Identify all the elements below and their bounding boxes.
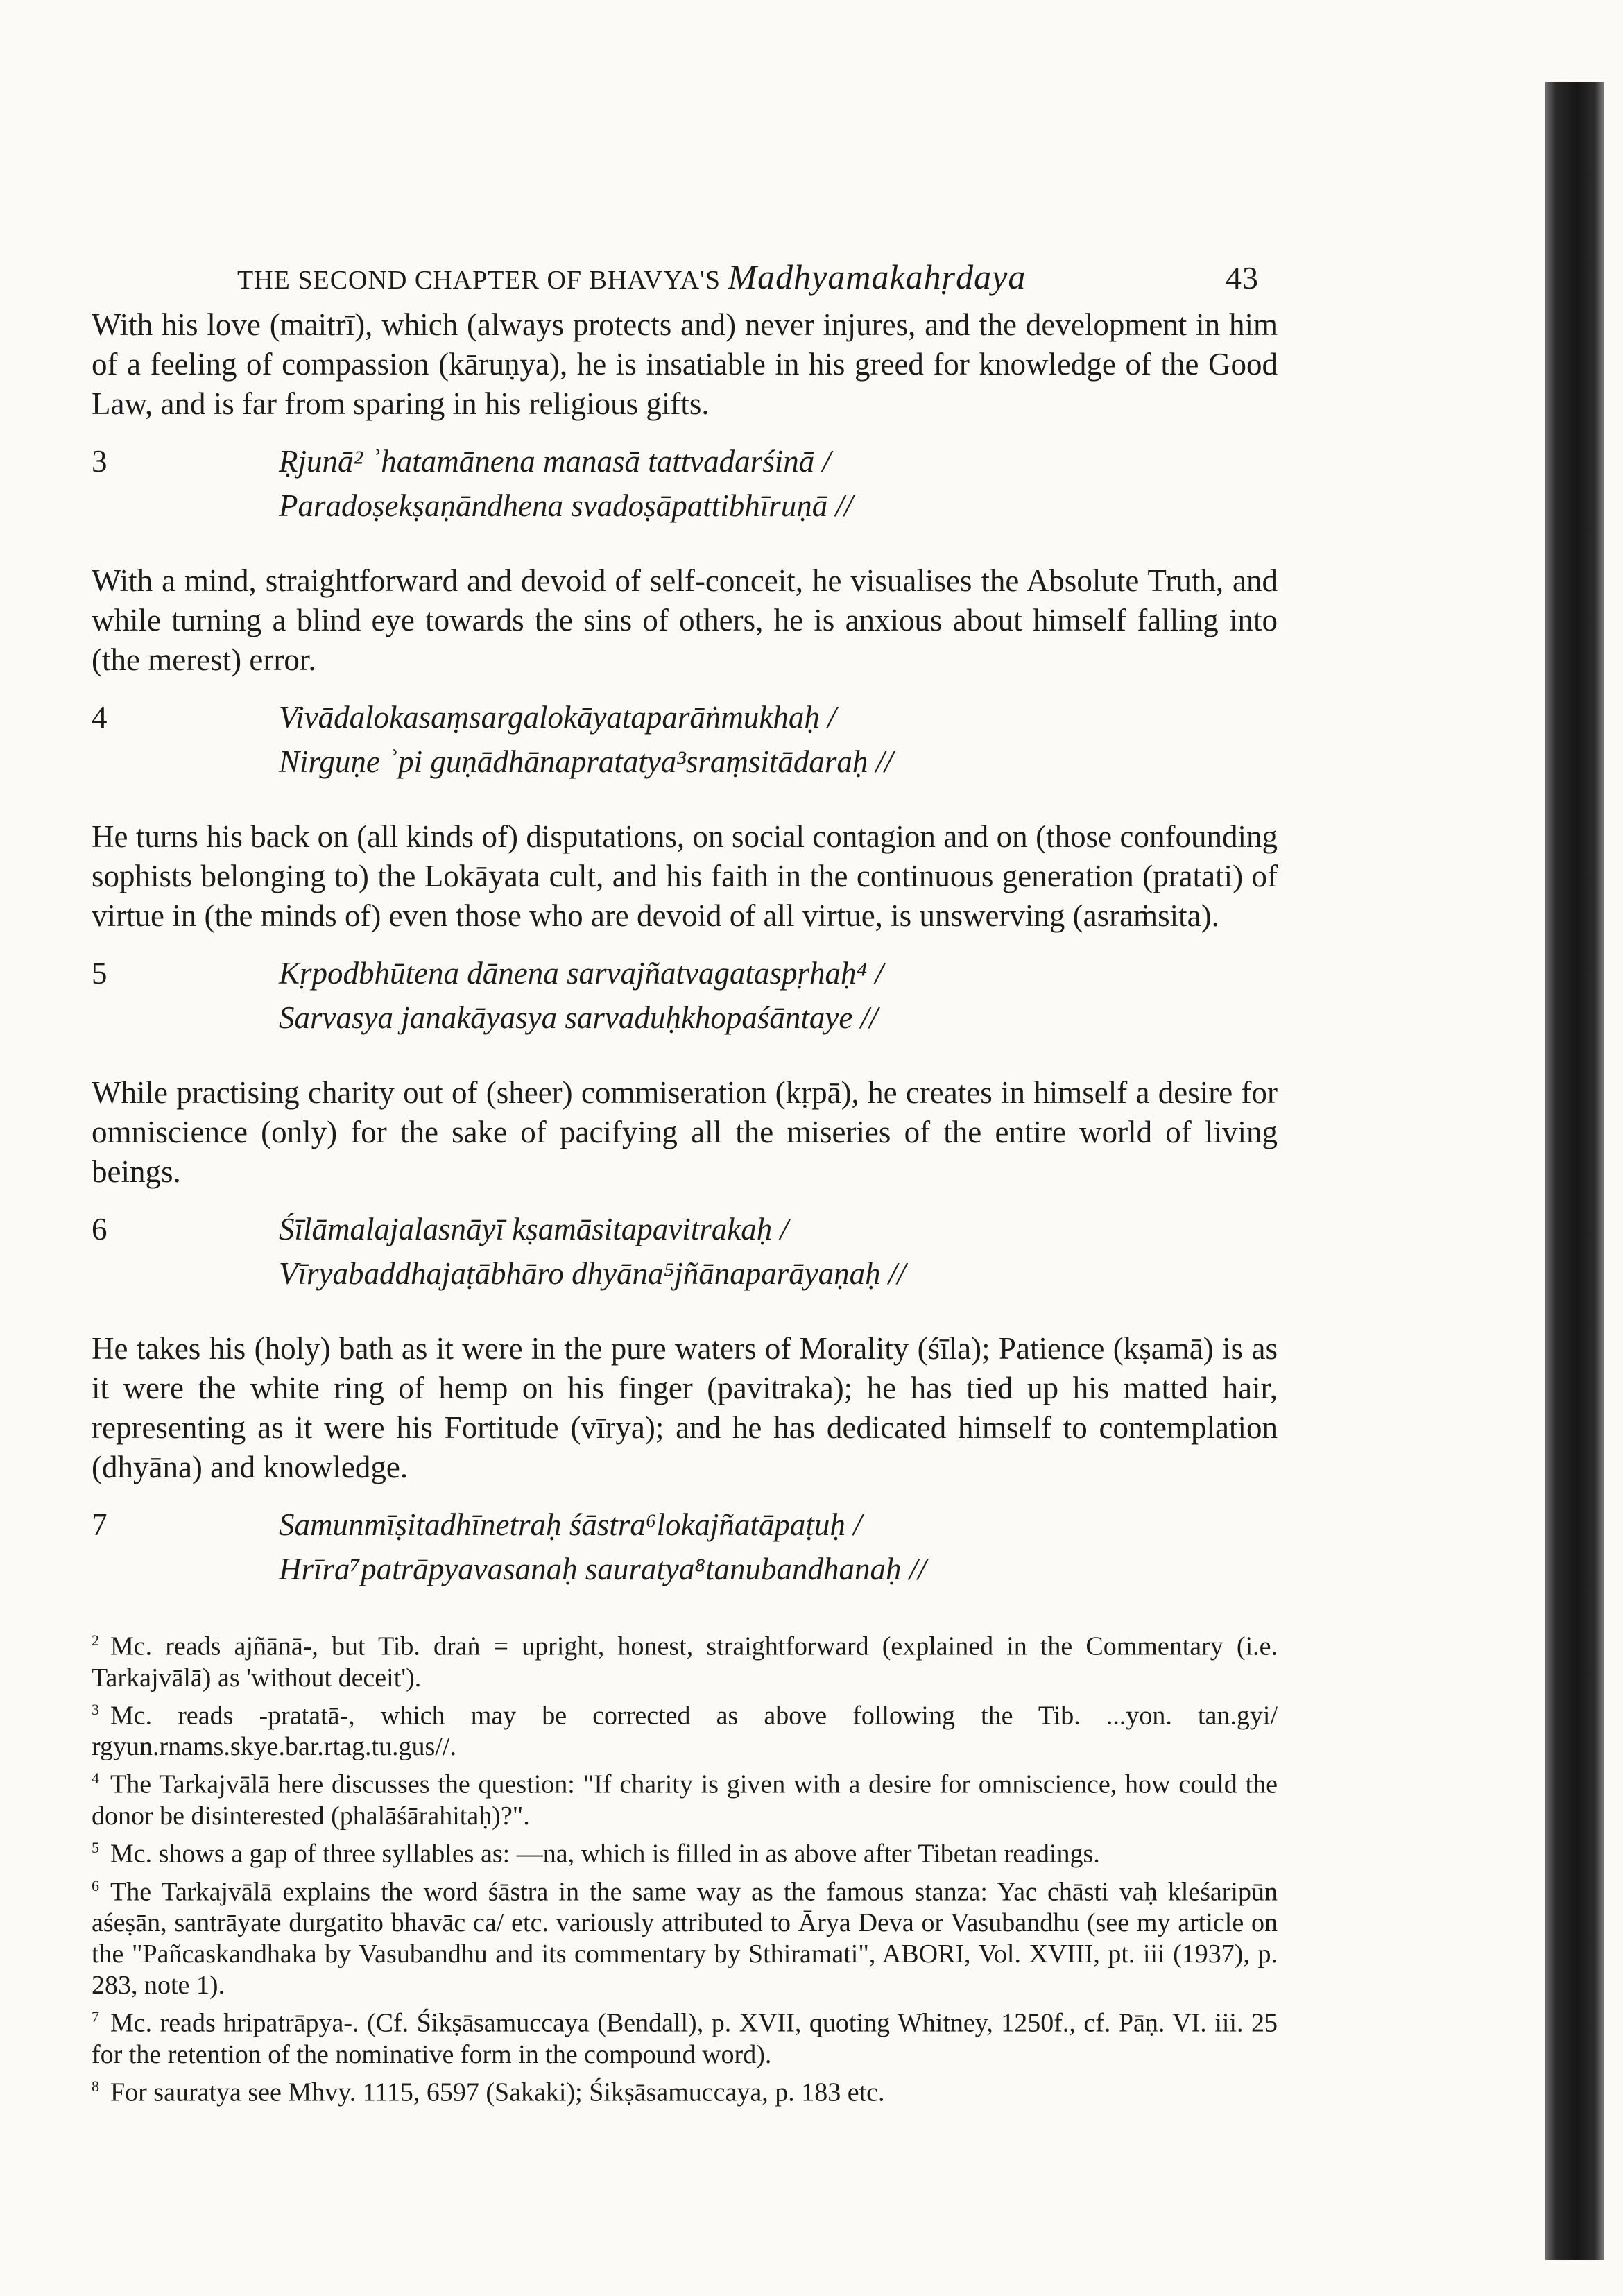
running-title-line xyxy=(237,257,1026,297)
verse-line-1: Kṛpodbhūtena dānena sarvajñatvagataspṛhaḥ⁴ / xyxy=(279,956,884,991)
verse-number: 3 xyxy=(92,444,108,479)
footnote-text: Mc. reads ajñānā-, but Tib. draṅ = upright, honest, straightforward (explained in the Commentary (i.e. Tarkajvālā) as 'without deceit'). xyxy=(92,1631,1278,1693)
footnote-text: Mc. reads hripatrāpya-. (Cf. Śikṣāsamuccaya (Bendall), p. XVII, quoting Whitney, 1250f., cf. Pāṇ. VI. iii. 25 for the retention of the nominative form in the compound word). xyxy=(92,2008,1278,2069)
paragraph-3: With a mind, straightforward and devoid of self-conceit, he visualises the Absolute Truth, and while turning a blind eye towards the sins of others, he is anxious about himself falling into (the merest) error. xyxy=(92,563,1278,677)
paragraph-4: He turns his back on (all kinds of) disputations, on social contagion and on (those confounding sophists belonging to) the Lokāyata cult, and his faith in the continuous generation (pratati) of virtue in (the minds of) even those who are devoid of all virtue, is unswerving (asraṁsita). xyxy=(92,819,1278,933)
verse-line-2: Nirguṇe ʾpi guṇādhānapratatya³sraṃsitādaraḥ // xyxy=(279,744,893,779)
footnote-text: Mc. reads -pratatā-, which may be corrected as above following the Tib. ...yon. tan.gyi/ rgyun.rnams.skye.bar.rtag.tu.gus//. xyxy=(92,1701,1278,1762)
verse-line-1: Ṛjunā² ʾhatamānena manasā tattvadarśinā / xyxy=(279,444,831,479)
book-page xyxy=(92,257,1278,2109)
work-title: Madhyamakahṛdaya xyxy=(728,257,1027,296)
verse-line-2: Sarvasya janakāyasya sarvaduḥkhopaśāntaye // xyxy=(279,1000,878,1035)
footnote-7 xyxy=(92,2001,1278,2071)
footnote-text: The Tarkajvālā here discusses the question: "If charity is given with a desire for omniscience, how could the donor be disinterested (phalāśārahitaḥ)?". xyxy=(92,1770,1278,1831)
verse-line-2: Hrīra⁷patrāpyavasanaḥ sauratya⁸tanubandhanaḥ // xyxy=(279,1552,927,1586)
verse-4 xyxy=(92,699,1278,802)
footnote-8 xyxy=(92,2071,1278,2109)
footnote-3 xyxy=(92,1694,1278,1763)
verse-line-1: Śīlāmalajalasnāyī kṣamāsitapavitrakaḥ / xyxy=(279,1212,789,1246)
verse-line-2: Paradoṣekṣaṇāndhena svadoṣāpattibhīruṇā // xyxy=(279,488,853,523)
footnote-mark: 4 xyxy=(92,1770,99,1788)
verse-number: 7 xyxy=(92,1507,108,1542)
paragraph-1: With his love (maitrī), which (always protects and) never injures, and the development in him of a feeling of compassion (kāruṇya), he is insatiable in his greed for knowledge of the Good Law, and is far from sparing in his religious gifts. xyxy=(92,307,1278,421)
footnote-4 xyxy=(92,1763,1278,1832)
paragraph-5: While practising charity out of (sheer) commiseration (kṛpā), he creates in himself a desire for omniscience (only) for the sake of pacifying all the miseries of the entire world of living beings. xyxy=(92,1075,1278,1189)
footnote-6 xyxy=(92,1870,1278,2002)
verse-6 xyxy=(92,1211,1278,1314)
scan-edge-shadow xyxy=(1545,82,1604,2260)
footnote-text: Mc. shows a gap of three syllables as: —na, which is filled in as above after Tibetan readings. xyxy=(110,1839,1100,1869)
footnote-2 xyxy=(92,1625,1278,1694)
running-header xyxy=(92,257,1278,305)
footnote-mark: 5 xyxy=(92,1838,99,1856)
paragraph-6: He takes his (holy) bath as it were in the pure waters of Morality (śīla); Patience (kṣamā) is as it were the white ring of hemp on his finger (pavitraka); he has tied up his matted hair, representing as it were his Fortitude (vīrya); and he has dedicated himself to contemplation (dhyāna) and knowledge. xyxy=(92,1331,1278,1484)
running-title: THE SECOND CHAPTER OF BHAVYA'S xyxy=(237,266,721,295)
verse-7 xyxy=(92,1507,1278,1609)
footnote-mark: 8 xyxy=(92,2077,99,2095)
page-number: 43 xyxy=(1226,260,1259,295)
footnote-text: The Tarkajvālā explains the word śāstra in the same way as the famous stanza: Yac chāsti vaḥ kleśaripūn aśeṣān, santrāyate durgatito bhavāc ca/ etc. variously attributed to Ārya Deva or Vasubandhu (see my article on the "Pañcaskandhaka by Vasubandhu and its commentary by Sthiramati", ABORI, Vol. XVIII, pt. iii (1937), p. 283, note 1). xyxy=(92,1877,1278,2001)
footnote-mark: 7 xyxy=(92,2008,99,2026)
verse-line-2: Vīryabaddhajaṭābhāro dhyāna⁵jñānaparāyaṇaḥ // xyxy=(279,1256,906,1291)
verse-3 xyxy=(92,443,1278,546)
verse-number: 6 xyxy=(92,1212,108,1246)
footnote-5 xyxy=(92,1832,1278,1870)
verse-5 xyxy=(92,955,1278,1058)
verse-number: 5 xyxy=(92,956,108,991)
footnote-text: For sauratya see Mhvy. 1115, 6597 (Sakaki); Śikṣāsamuccaya, p. 183 etc. xyxy=(110,2077,885,2107)
footnote-mark: 2 xyxy=(92,1631,99,1649)
verse-line-1: Vivādalokasaṃsargalokāyataparāṅmukhaḥ / xyxy=(279,700,836,735)
footnote-mark: 3 xyxy=(92,1700,99,1718)
verse-line-1: Samunmīṣitadhīnetraḥ śāstra⁶lokajñatāpaṭuḥ / xyxy=(279,1507,862,1542)
footnotes xyxy=(92,1625,1278,2109)
verse-number: 4 xyxy=(92,700,108,735)
footnote-mark: 6 xyxy=(92,1876,99,1894)
